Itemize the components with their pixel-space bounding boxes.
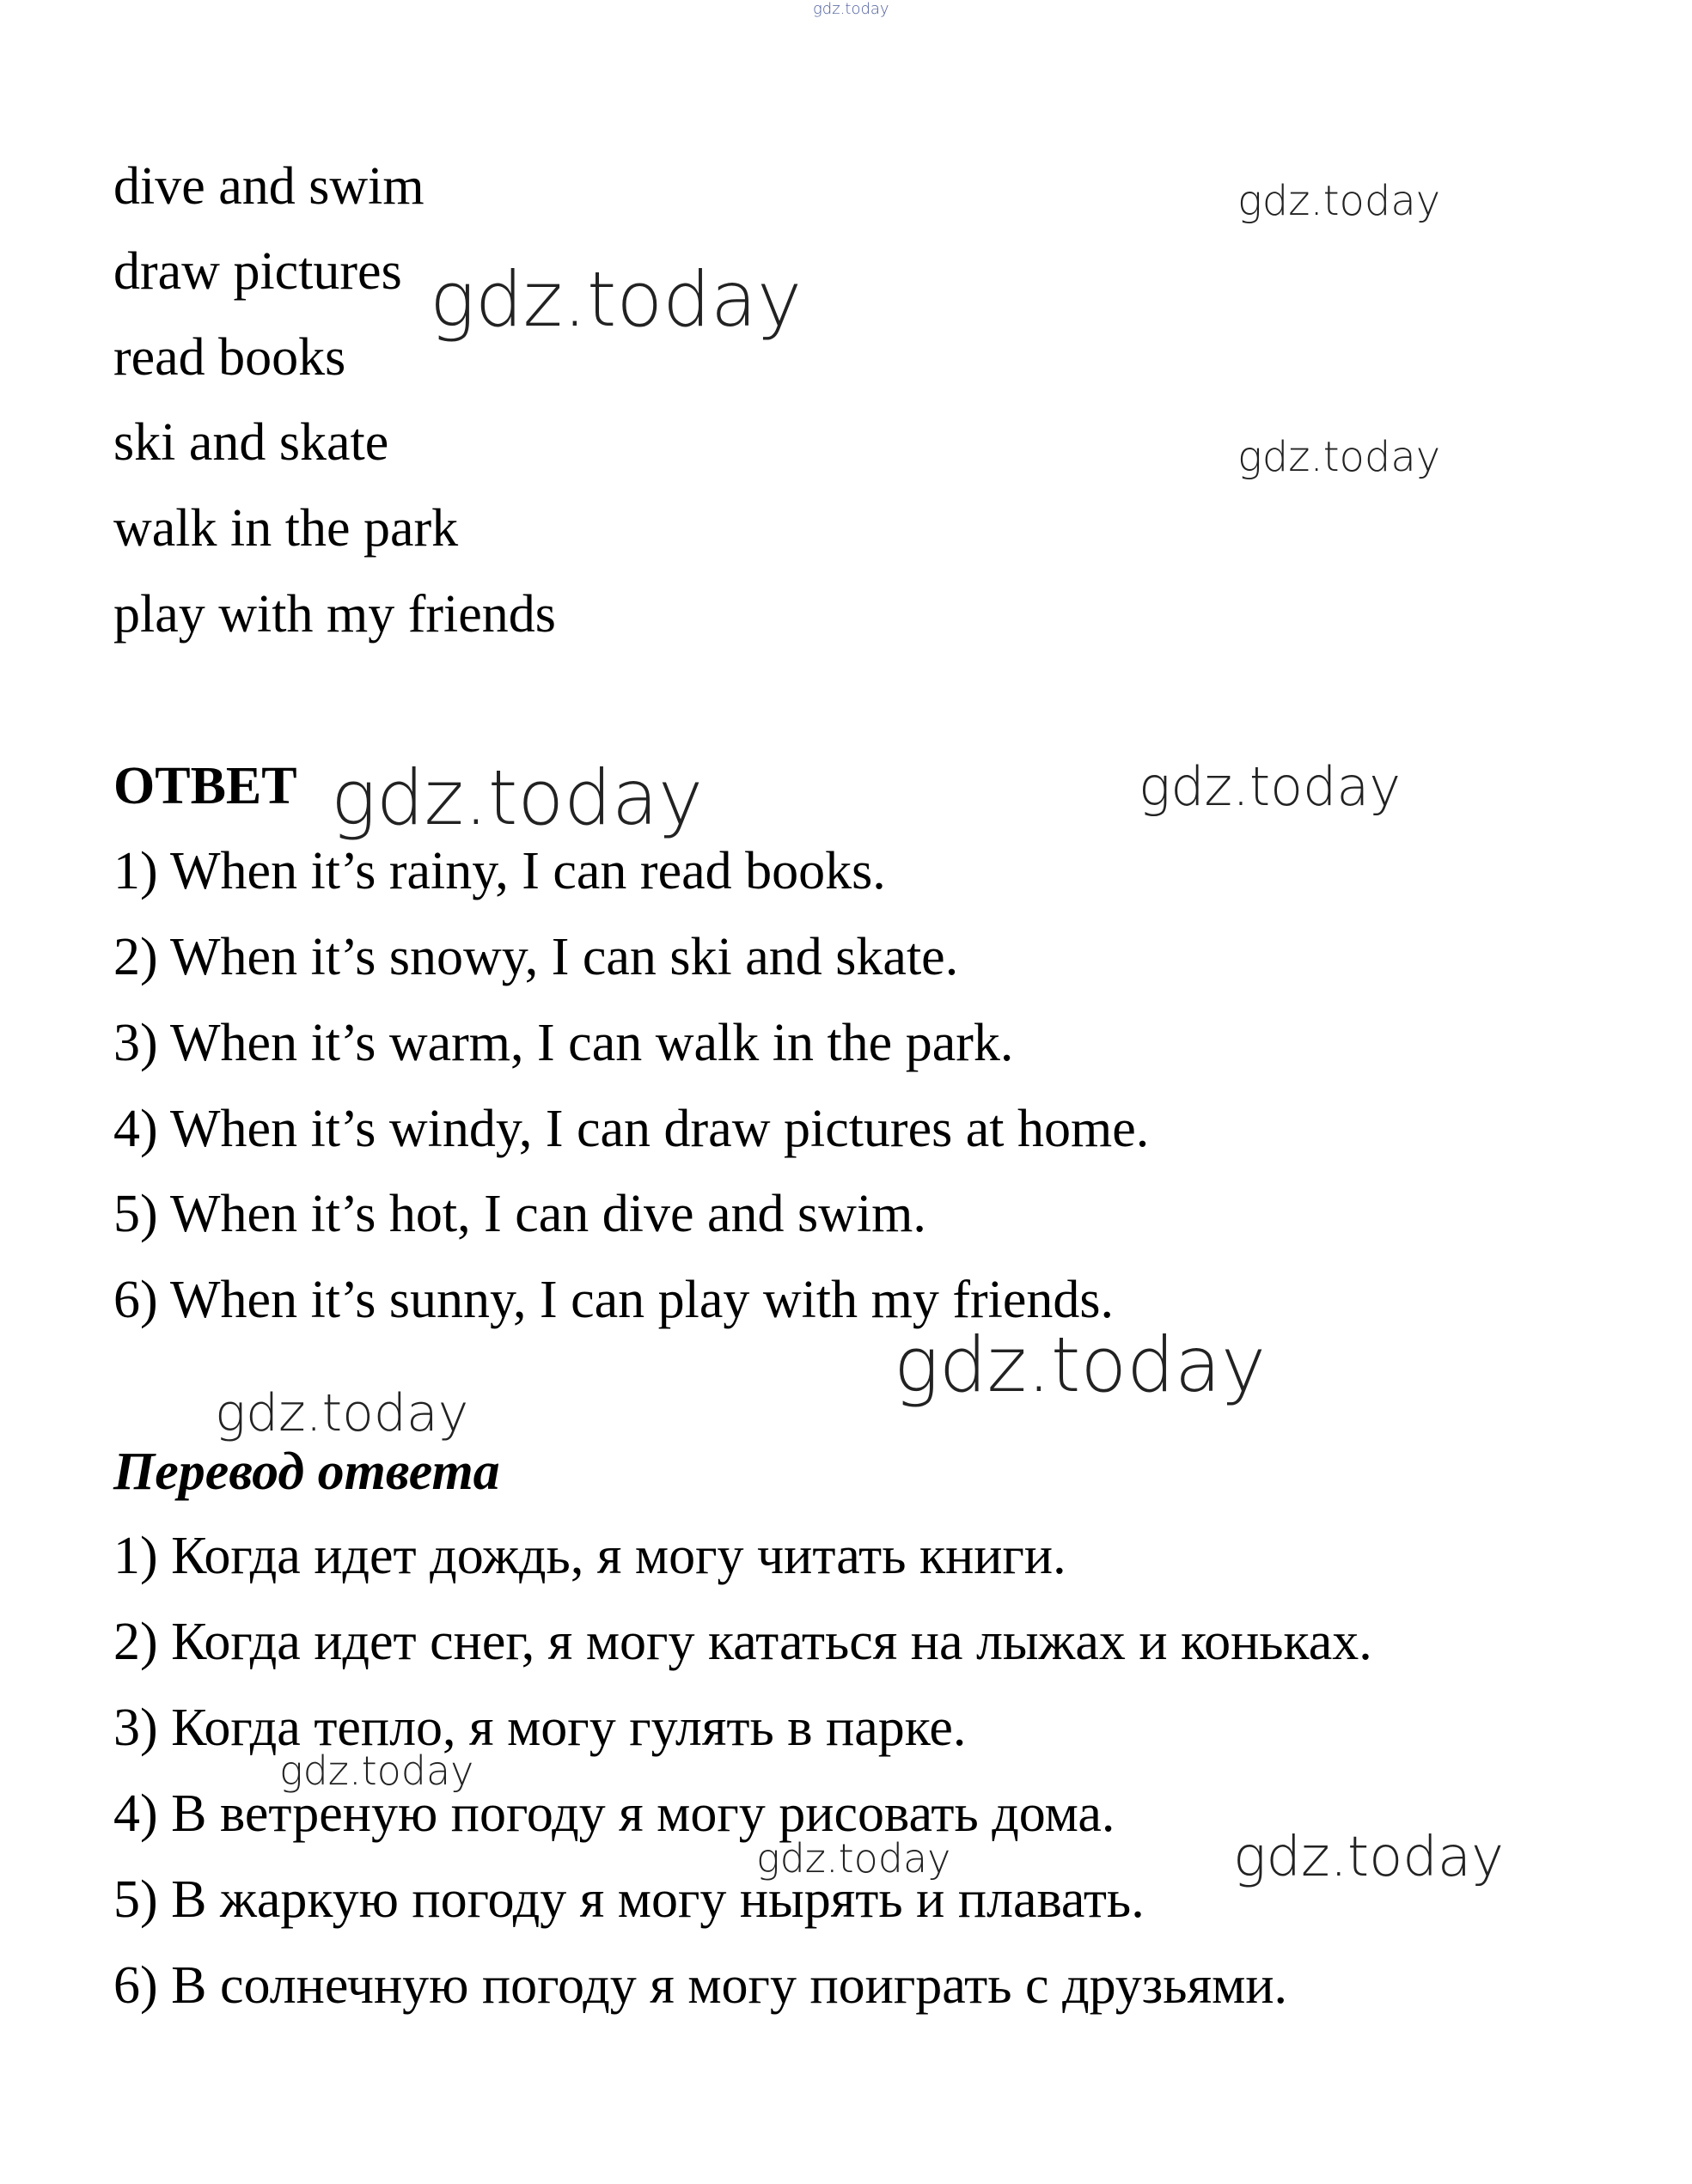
watermark: gdz.today [1139, 755, 1402, 818]
watermark: gdz.today [1237, 177, 1441, 225]
watermark: gdz.today [430, 255, 803, 344]
translation-item: 6) В солнечную погоду я могу поиграть с друзьями. [113, 1956, 1287, 2015]
translation-item: 4) В ветреную погоду я могу рисовать дома. [113, 1784, 1115, 1843]
activity-item: read books [113, 328, 346, 387]
watermark-top: gdz.today [813, 0, 889, 18]
answer-item: 2) When it’s snowy, I can ski and skate. [113, 928, 959, 986]
answer-item: 3) When it’s warm, I can walk in the park. [113, 1014, 1014, 1072]
activity-item: draw pictures [113, 242, 402, 301]
translation-item: 2) Когда идет снег, я могу кататься на лыжах и коньках. [113, 1613, 1372, 1671]
translation-heading: Перевод ответа [113, 1443, 500, 1501]
activity-item: play with my friends [113, 585, 556, 644]
watermark: gdz.today [756, 1835, 951, 1882]
watermark: gdz.today [894, 1321, 1267, 1409]
activity-item: ski and skate [113, 413, 389, 472]
activity-item: walk in the park [113, 499, 459, 558]
translation-item: 1) Когда идет дождь, я могу читать книги. [113, 1527, 1066, 1585]
watermark: gdz.today [215, 1383, 469, 1443]
answer-item: 5) When it’s hot, I can dive and swim. [113, 1185, 926, 1243]
activity-item: dive and swim [113, 157, 425, 216]
watermark: gdz.today [279, 1748, 474, 1794]
answer-item: 6) When it’s sunny, I can play with my friends. [113, 1271, 1115, 1329]
translation-item: 5) В жаркую погоду я могу нырять и плавать. [113, 1870, 1145, 1929]
watermark: gdz.today [1237, 433, 1441, 481]
watermark: gdz.today [331, 753, 704, 842]
answer-heading: ОТВЕТ [113, 757, 297, 815]
answer-item: 1) When it’s rainy, I can read books. [113, 842, 886, 900]
watermark: gdz.today [1233, 1826, 1504, 1889]
translation-item: 3) Когда тепло, я могу гулять в парке. [113, 1699, 967, 1757]
answer-item: 4) When it’s windy, I can draw pictures at home. [113, 1100, 1150, 1158]
